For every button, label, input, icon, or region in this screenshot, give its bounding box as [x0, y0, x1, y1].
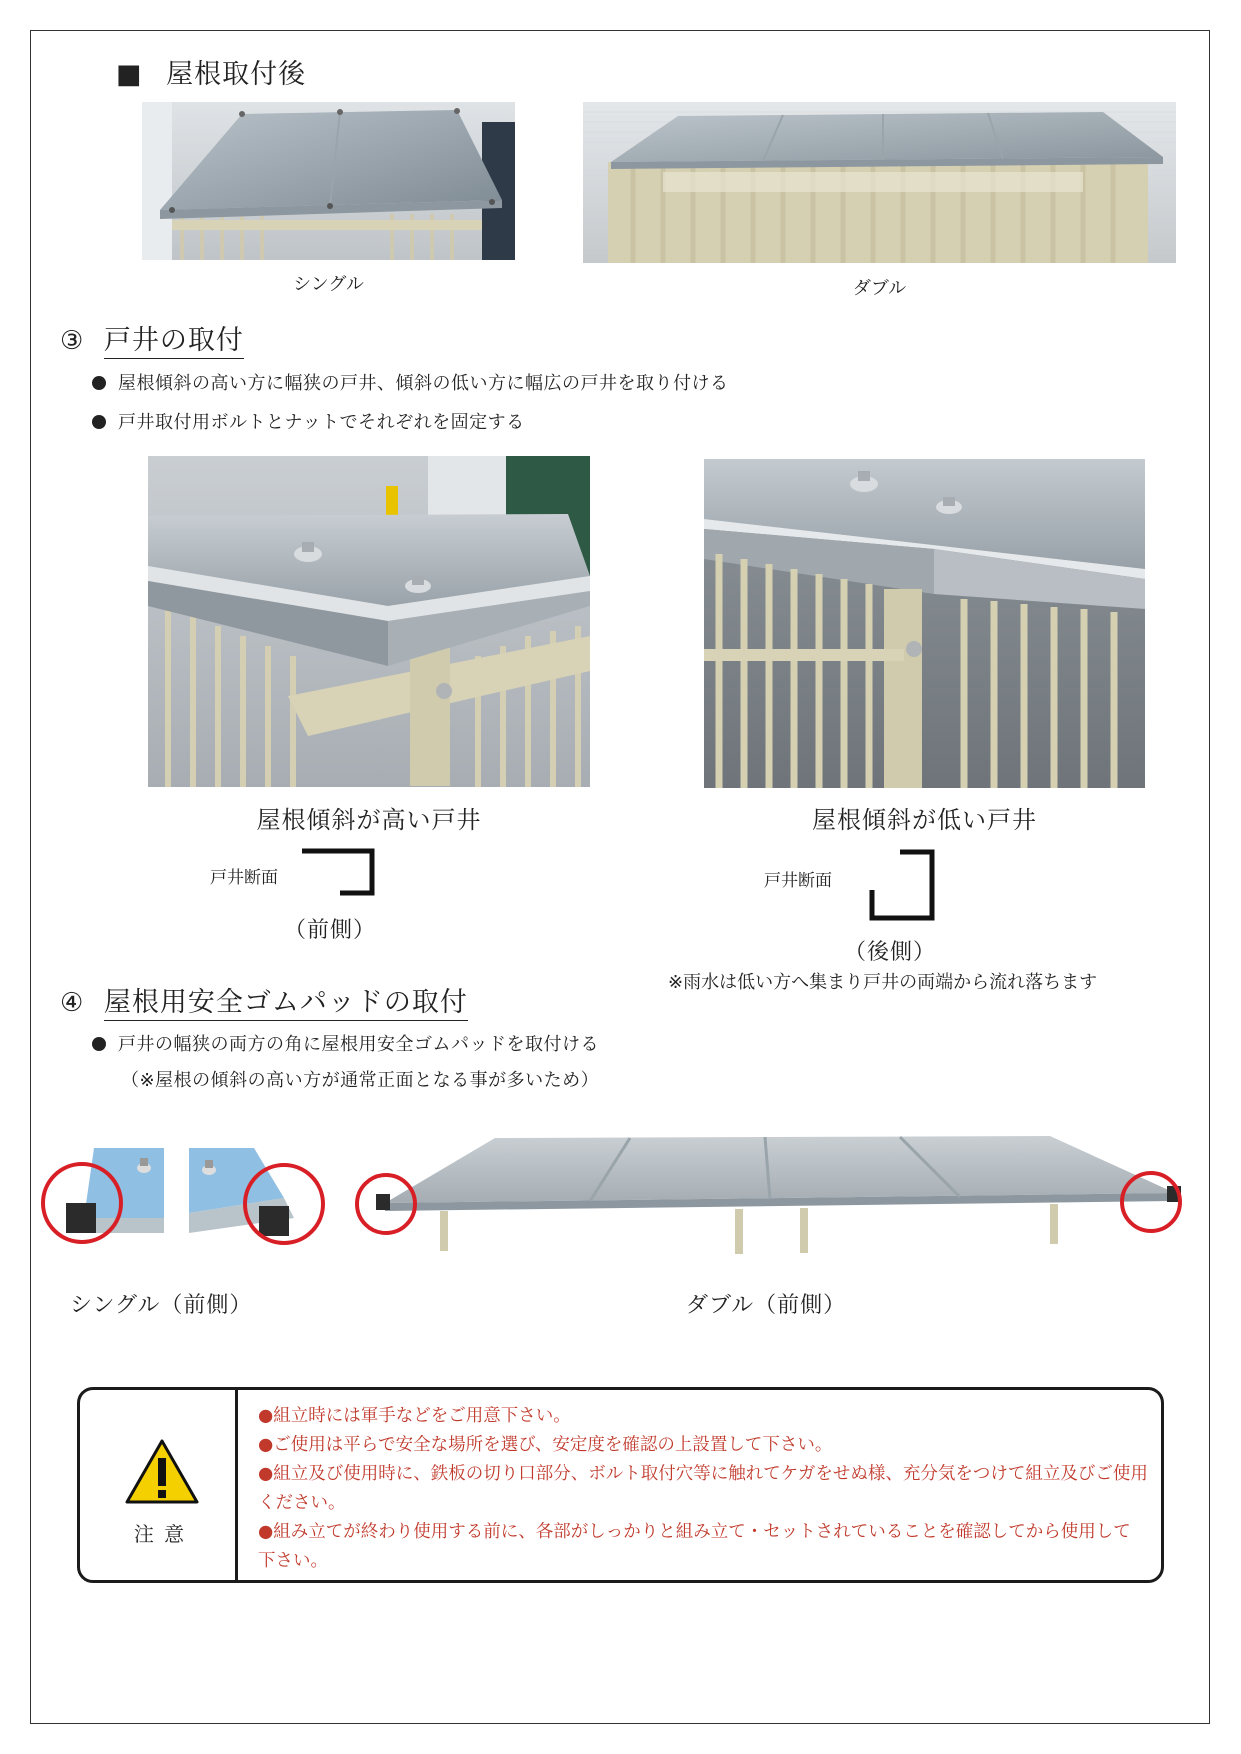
caution-line: ●ご使用は平らで安全な場所を選び、安定度を確認の上設置して下さい。 [258, 1435, 833, 1455]
caution-line: ●組立及び使用時に、鉄板の切り口部分、ボルト取付穴等に触れてケガをせぬ様、充分気をつけて組立及びご使用ください。 [258, 1464, 1148, 1513]
section4-bullet-1: 戸井の幅狭の両方の角に屋根用安全ゴムパッドを取付ける [92, 1030, 599, 1056]
bullet-dot [92, 415, 106, 429]
heading-marker: ■ [116, 59, 143, 90]
photo-low-gutter [704, 459, 1145, 788]
photo-double-roof [583, 102, 1176, 263]
side-label-front: （前側） [283, 918, 376, 943]
gutter-section-label-back: 戸井断面 [764, 871, 832, 891]
section3-heading [60, 318, 244, 357]
double-pad-photo [360, 1128, 1190, 1268]
caution-text [258, 1402, 1148, 1576]
side-label-back: （後側） [843, 940, 936, 965]
caution-label: 注 意 [133, 1522, 187, 1546]
section3-title: 戸井の取付 [104, 325, 244, 359]
section4-heading [60, 980, 468, 1019]
caption-single: シングル [293, 274, 364, 295]
heading-title: 屋根取付後 [166, 59, 307, 90]
gutter-section-label-front: 戸井断面 [210, 868, 278, 888]
highlight-circle-single-right [243, 1163, 325, 1245]
section4-sub-note: （※屋根の傾斜の高い方が通常正面となる事が多いため） [121, 1070, 600, 1091]
double-pad-illustration [360, 1128, 1190, 1268]
section3-bullet-1: 屋根傾斜の高い方に幅狭の戸井、傾斜の低い方に幅広の戸井を取り付ける [92, 369, 729, 395]
page-heading [116, 52, 306, 91]
caption-single-front: シングル（前側） [70, 1293, 253, 1318]
highlight-circle-single-left [41, 1162, 123, 1244]
photo-high-gutter [148, 456, 590, 787]
caution-box [77, 1387, 1164, 1583]
rain-note: ※雨水は低い方へ集まり戸井の両端から流れ落ちます [668, 972, 1098, 993]
caution-line: ●組立時には軍手などをご用意下さい。 [258, 1406, 571, 1426]
gutter-section-shape-narrow [300, 848, 380, 898]
section4-number: ④ [60, 988, 85, 1018]
section3-bullet-2: 戸井取付用ボルトとナットでそれぞれを固定する [92, 408, 525, 434]
highlight-circle-double-right [1120, 1171, 1182, 1233]
warning-triangle-icon [124, 1438, 200, 1506]
bullet-dot [92, 1037, 106, 1051]
caption-double-front: ダブル（前側） [686, 1293, 847, 1318]
caption-double: ダブル [852, 278, 907, 299]
caution-line: ●組み立てが終わり使用する前に、各部がしっかりと組み立て・セットされていることを確認してから使用して下さい。 [258, 1522, 1131, 1571]
bullet-dot [92, 376, 106, 390]
caption-high-gutter: 屋根傾斜が高い戸井 [256, 806, 482, 834]
section4-title: 屋根用安全ゴムパッドの取付 [104, 987, 468, 1021]
gutter-section-shape-wide [860, 848, 940, 923]
highlight-circle-double-left [355, 1173, 417, 1235]
photo-single-roof [142, 102, 515, 260]
caption-low-gutter: 屋根傾斜が低い戸井 [812, 806, 1037, 834]
section3-number: ③ [60, 326, 85, 356]
caution-divider [235, 1390, 238, 1580]
